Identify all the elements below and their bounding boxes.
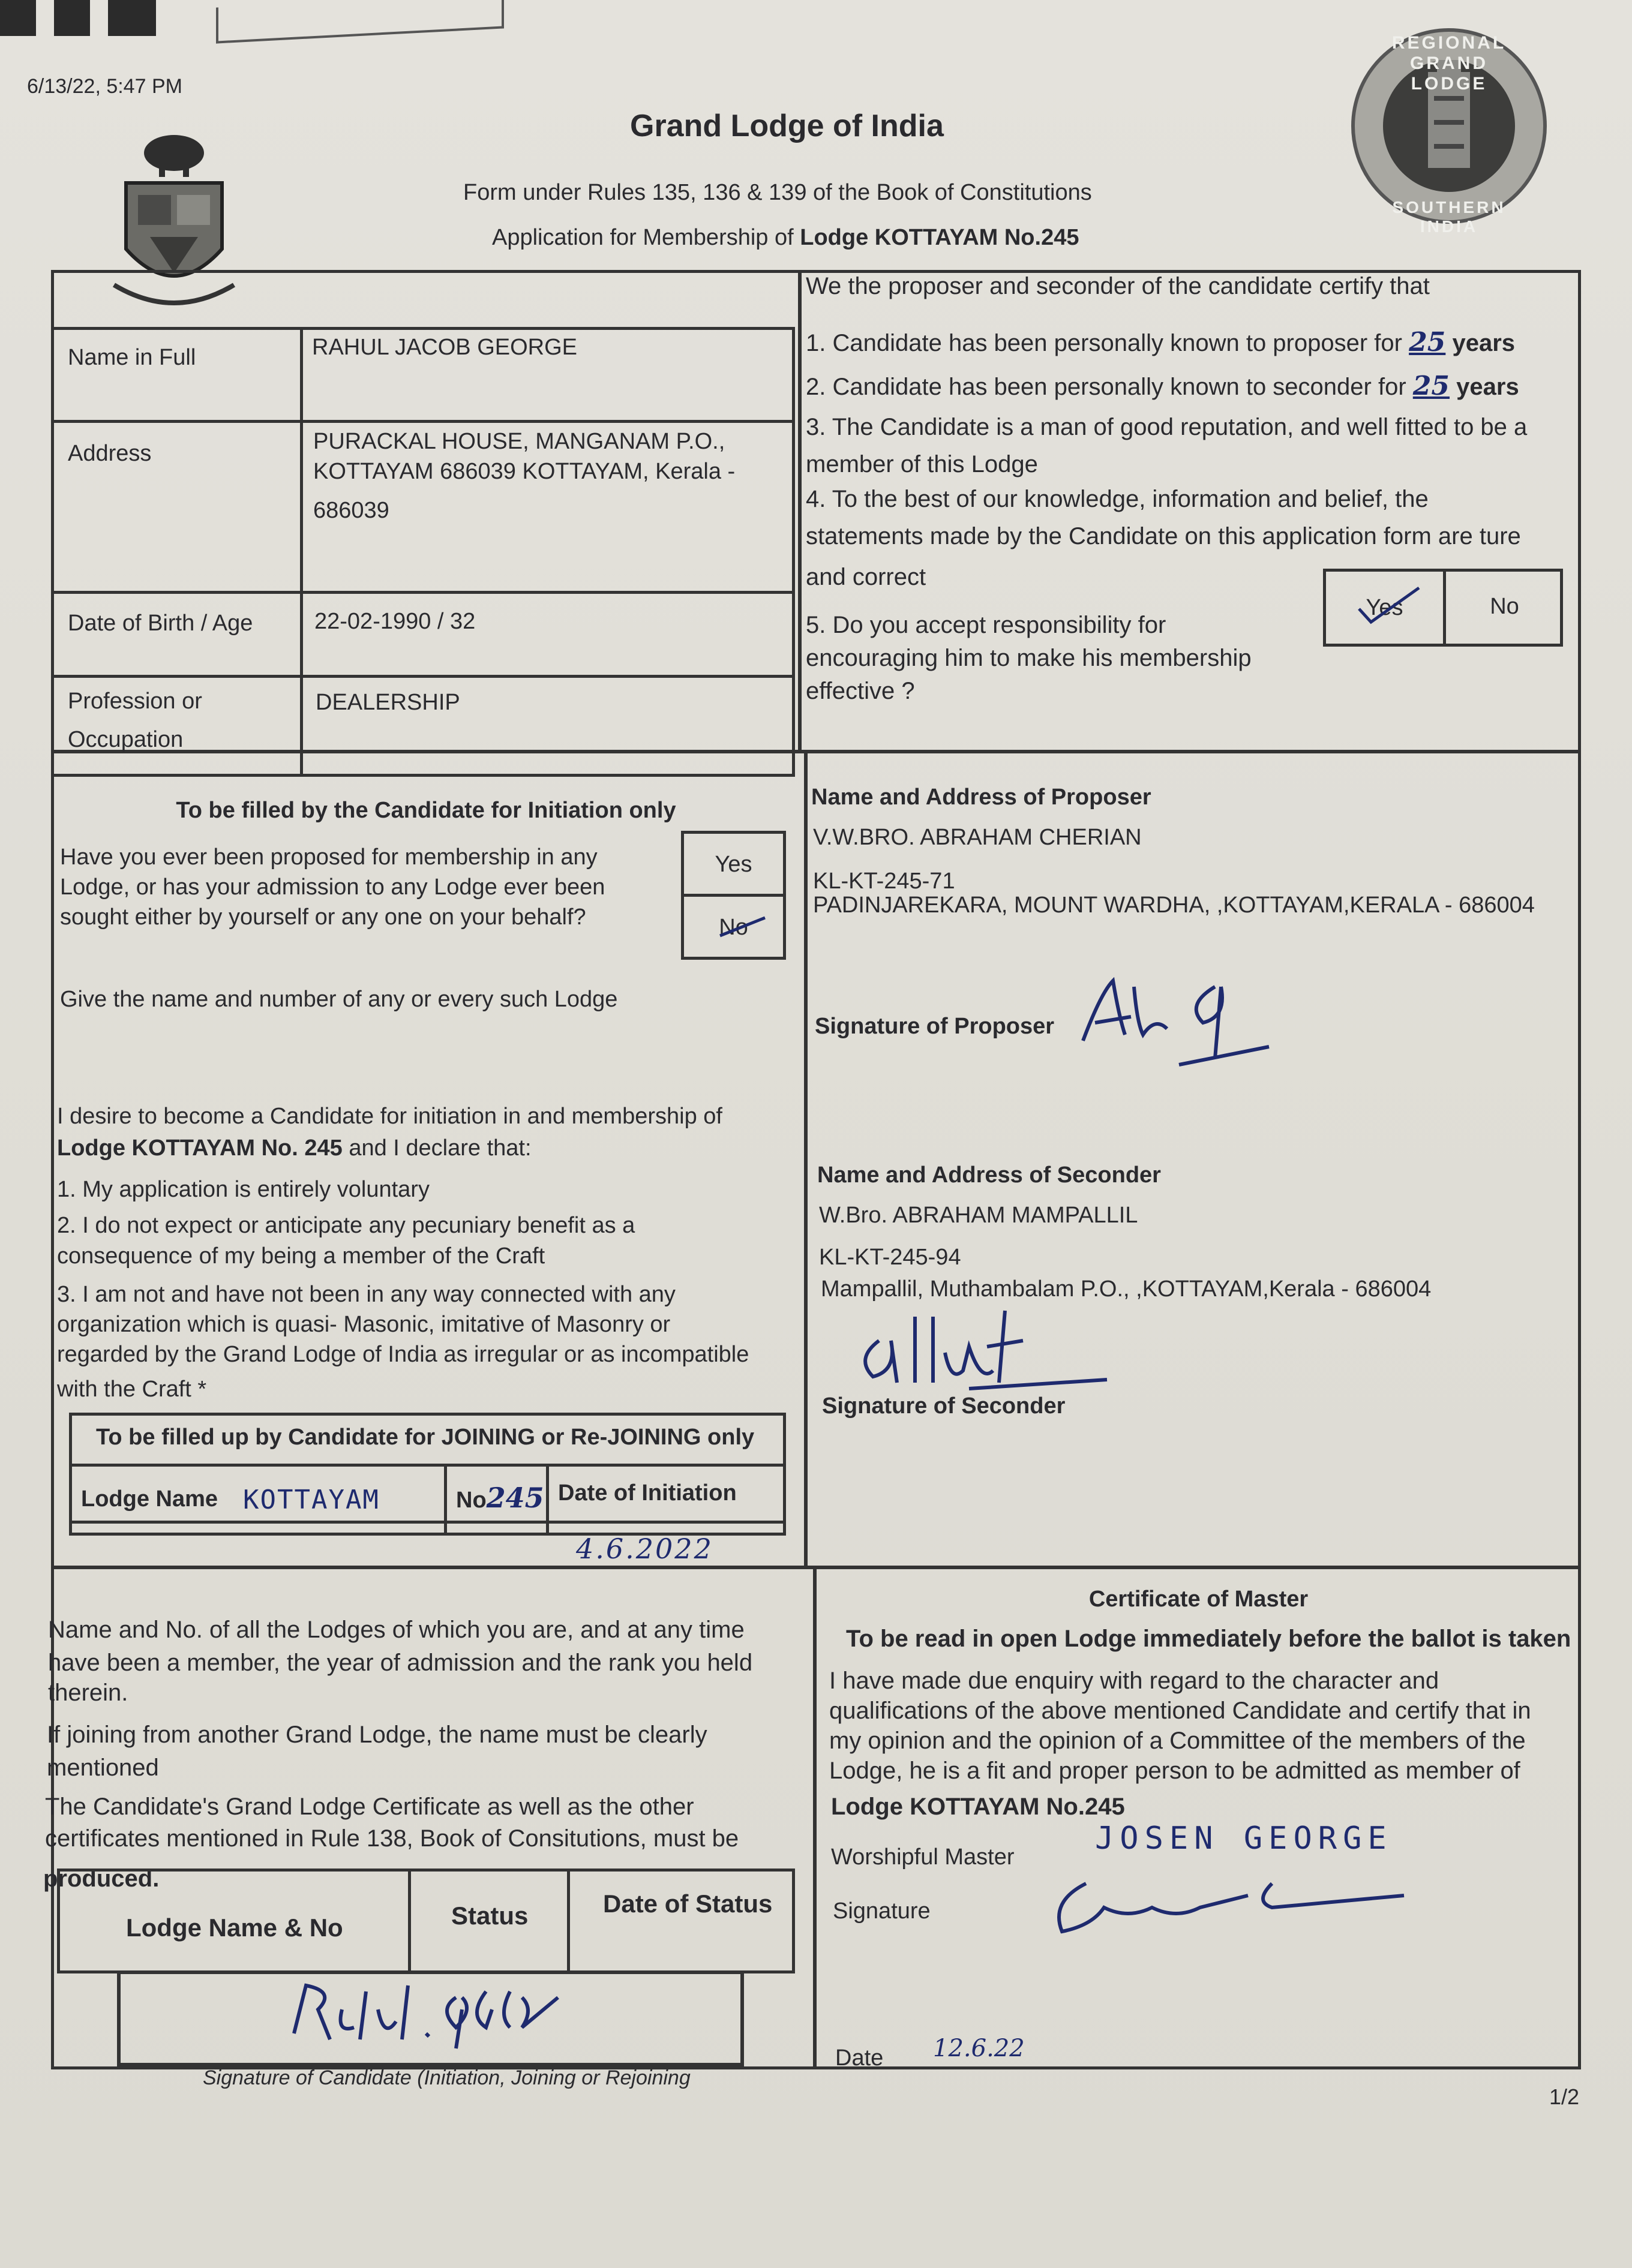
seconder-name: W.Bro. ABRAHAM MAMPALLIL [819, 1203, 1138, 1228]
seconder-years-value: 25 [1412, 371, 1450, 401]
certify-item4-line2: statements made by the Candidate on this application form are ture [806, 523, 1521, 549]
joining-lodge-name-value: KOTTAYAM [243, 1485, 380, 1515]
certify-item5-line3: effective ? [806, 678, 915, 704]
master-date-value: 12.6.22 [933, 2035, 1025, 2062]
page-number: 1/2 [1549, 2084, 1580, 2109]
overlapping-paper-fragment [216, 0, 504, 44]
form-rules: Form under Rules 135, 136 & 139 of the Book of Constitutions [463, 180, 1092, 205]
seal-top-text: REGIONAL GRAND LODGE [1391, 33, 1507, 94]
candidate-signature-icon [282, 1973, 582, 2051]
address-label: Address [68, 441, 152, 466]
history-p1-line2: have been a member, the year of admission and the rank you held [48, 1650, 753, 1676]
joining-no-label: No245 [456, 1482, 544, 1514]
certify-item3-line2: member of this Lodge [806, 451, 1038, 477]
initiation-question-line1: Have you ever been proposed for membership in any [60, 845, 598, 870]
history-p3-line1: The Candidate's Grand Lodge Certificate as well as the other [45, 1794, 694, 1820]
proposer-code: KL-KT-245-71 [813, 869, 955, 894]
declaration-3-line1: 3. I am not and have not been in any way connected with any [57, 1282, 676, 1307]
history-p3-line2: certificates mentioned in Rule 138, Book of Consitutions, must be [45, 1825, 739, 1852]
dob-label: Date of Birth / Age [68, 611, 253, 636]
history-col-status: Status [451, 1901, 529, 1930]
master-body-lodge: Lodge KOTTAYAM No.245 [831, 1794, 1125, 1820]
history-col-lodge: Lodge Name & No [126, 1913, 343, 1942]
declaration-3-line4: with the Craft * [57, 1377, 207, 1402]
desire-line1: I desire to become a Candidate for initiation in and membership of [57, 1104, 722, 1129]
name-value: RAHUL JACOB GEORGE [312, 335, 578, 360]
declaration-2-line1: 2. I do not expect or anticipate any pecuniary benefit as a [57, 1213, 635, 1238]
seconder-signature-icon [849, 1305, 1113, 1395]
history-p1-line3: therein. [48, 1680, 128, 1706]
master-body-line1: I have made due enquiry with regard to the character and [829, 1668, 1439, 1694]
proposer-name: V.W.BRO. ABRAHAM CHERIAN [813, 825, 1142, 850]
master-heading: Certificate of Master [1088, 1587, 1309, 1612]
history-p2-line1: If joining from another Grand Lodge, the name must be clearly [47, 1722, 707, 1748]
profession-value: DEALERSHIP [316, 690, 460, 715]
joining-heading: To be filled up by Candidate for JOINING or Re-JOINING only [96, 1425, 755, 1450]
responsibility-no-option[interactable]: No [1490, 594, 1519, 619]
certify-item2: 2. Candidate has been personally known to seconder for 25 years [806, 371, 1519, 401]
joining-date-label: Date of Initiation [558, 1480, 737, 1506]
proposer-heading: Name and Address of Proposer [811, 785, 1151, 810]
initiation-no-option[interactable]: No [719, 915, 748, 940]
dob-value: 22-02-1990 / 32 [314, 609, 476, 634]
declaration-2-line2: consequence of my being a member of the Craft [57, 1243, 545, 1269]
master-date-label: Date [835, 2045, 884, 2071]
wm-label: Worshipful Master [831, 1845, 1015, 1870]
initiation-heading: To be filled by the Candidate for Initiation only [176, 798, 676, 823]
certify-item4-line3: and correct [806, 564, 926, 590]
proposer-years-value: 25 [1409, 327, 1446, 358]
profession-label-2: Occupation [68, 727, 184, 752]
certify-intro: We the proposer and seconder of the candidate certify that [806, 273, 1430, 299]
joining-no-value: 245 [486, 1482, 544, 1514]
no-check-mark-icon [717, 912, 771, 948]
responsibility-yes-option[interactable]: Yes [1366, 595, 1403, 620]
yes-check-mark-icon [1356, 585, 1422, 627]
declaration-3-line2: organization which is quasi- Masonic, imitative of Masonry or [57, 1312, 671, 1337]
initiation-question-line3: sought either by yourself or any one on your behalf? [60, 905, 586, 930]
history-p2-line2: mentioned [47, 1755, 159, 1781]
address-line3: 686039 [313, 498, 389, 523]
address-line2: KOTTAYAM 686039 KOTTAYAM, Kerala - [313, 459, 736, 484]
master-subheading: To be read in open Lodge immediately before the ballot is taken [846, 1626, 1571, 1652]
seconder-signature-label: Signature of Seconder [822, 1393, 1066, 1419]
certify-item5-line2: encouraging him to make his membership [806, 645, 1252, 671]
master-body-line4: Lodge, he is a fit and proper person to be admitted as member of [829, 1758, 1520, 1784]
profession-label-1: Profession or [68, 689, 202, 714]
proposer-signature-label: Signature of Proposer [815, 1014, 1055, 1039]
master-signature-label: Signature [833, 1898, 931, 1924]
declaration-1: 1. My application is entirely voluntary [57, 1177, 430, 1202]
history-p1-line1: Name and No. of all the Lodges of which you are, and at any time [48, 1617, 745, 1643]
candidate-signature-label: Signature of Candidate (Initiation, Joining or Rejoining [203, 2066, 691, 2089]
certify-item3-line1: 3. The Candidate is a man of good reputation, and well fitted to be a [806, 414, 1528, 440]
initiation-yes-option[interactable]: Yes [715, 852, 752, 877]
print-timestamp: 6/13/22, 5:47 PM [27, 75, 182, 98]
form-title: Grand Lodge of India [630, 109, 944, 143]
seconder-address: Mampallil, Muthambalam P.O., ,KOTTAYAM,Kerala - 686004 [821, 1276, 1432, 1302]
master-body-line2: qualifications of the above mentioned Candidate and certify that in [829, 1698, 1531, 1724]
master-body-line3: my opinion and the opinion of a Committee of the members of the [829, 1728, 1526, 1754]
certify-item1: 1. Candidate has been personally known to proposer for 25 years [806, 327, 1516, 358]
joining-date-value: 4.6.2022 [576, 1533, 713, 1565]
seconder-heading: Name and Address of Seconder [817, 1162, 1161, 1188]
initiation-question-line2: Lodge, or has your admission to any Lodge ever been [60, 875, 605, 900]
seconder-code: KL-KT-245-94 [819, 1245, 961, 1270]
seal-bottom-text: SOUTHERN INDIA [1392, 198, 1506, 236]
master-signature-icon [1044, 1872, 1416, 1943]
joining-lodge-name-label: Lodge Name [81, 1486, 218, 1512]
certify-item5-line1: 5. Do you accept responsibility for [806, 612, 1166, 638]
give-name-instruction: Give the name and number of any or every such Lodge [60, 987, 618, 1012]
proposer-address: PADINJAREKARA, MOUNT WARDHA, ,KOTTAYAM,KERALA - 686004 [813, 893, 1535, 918]
proposer-signature-icon [1077, 969, 1281, 1071]
name-label: Name in Full [68, 345, 196, 370]
declaration-3-line3: regarded by the Grand Lodge of India as irregular or as incompatible [57, 1342, 749, 1367]
form-application-line: Application for Membership of Lodge KOTTAYAM No.245 [492, 225, 1079, 250]
address-line1: PURACKAL HOUSE, MANGANAM P.O., [313, 429, 725, 454]
desire-line2: Lodge KOTTAYAM No. 245 and I declare that: [57, 1135, 532, 1161]
certify-item4-line1: 4. To the best of our knowledge, information and belief, the [806, 486, 1429, 512]
history-p3-line3: produced. [43, 1866, 160, 1892]
history-col-date: Date of Status [603, 1890, 773, 1918]
wm-value: JOSEN GEORGE [1095, 1821, 1393, 1857]
